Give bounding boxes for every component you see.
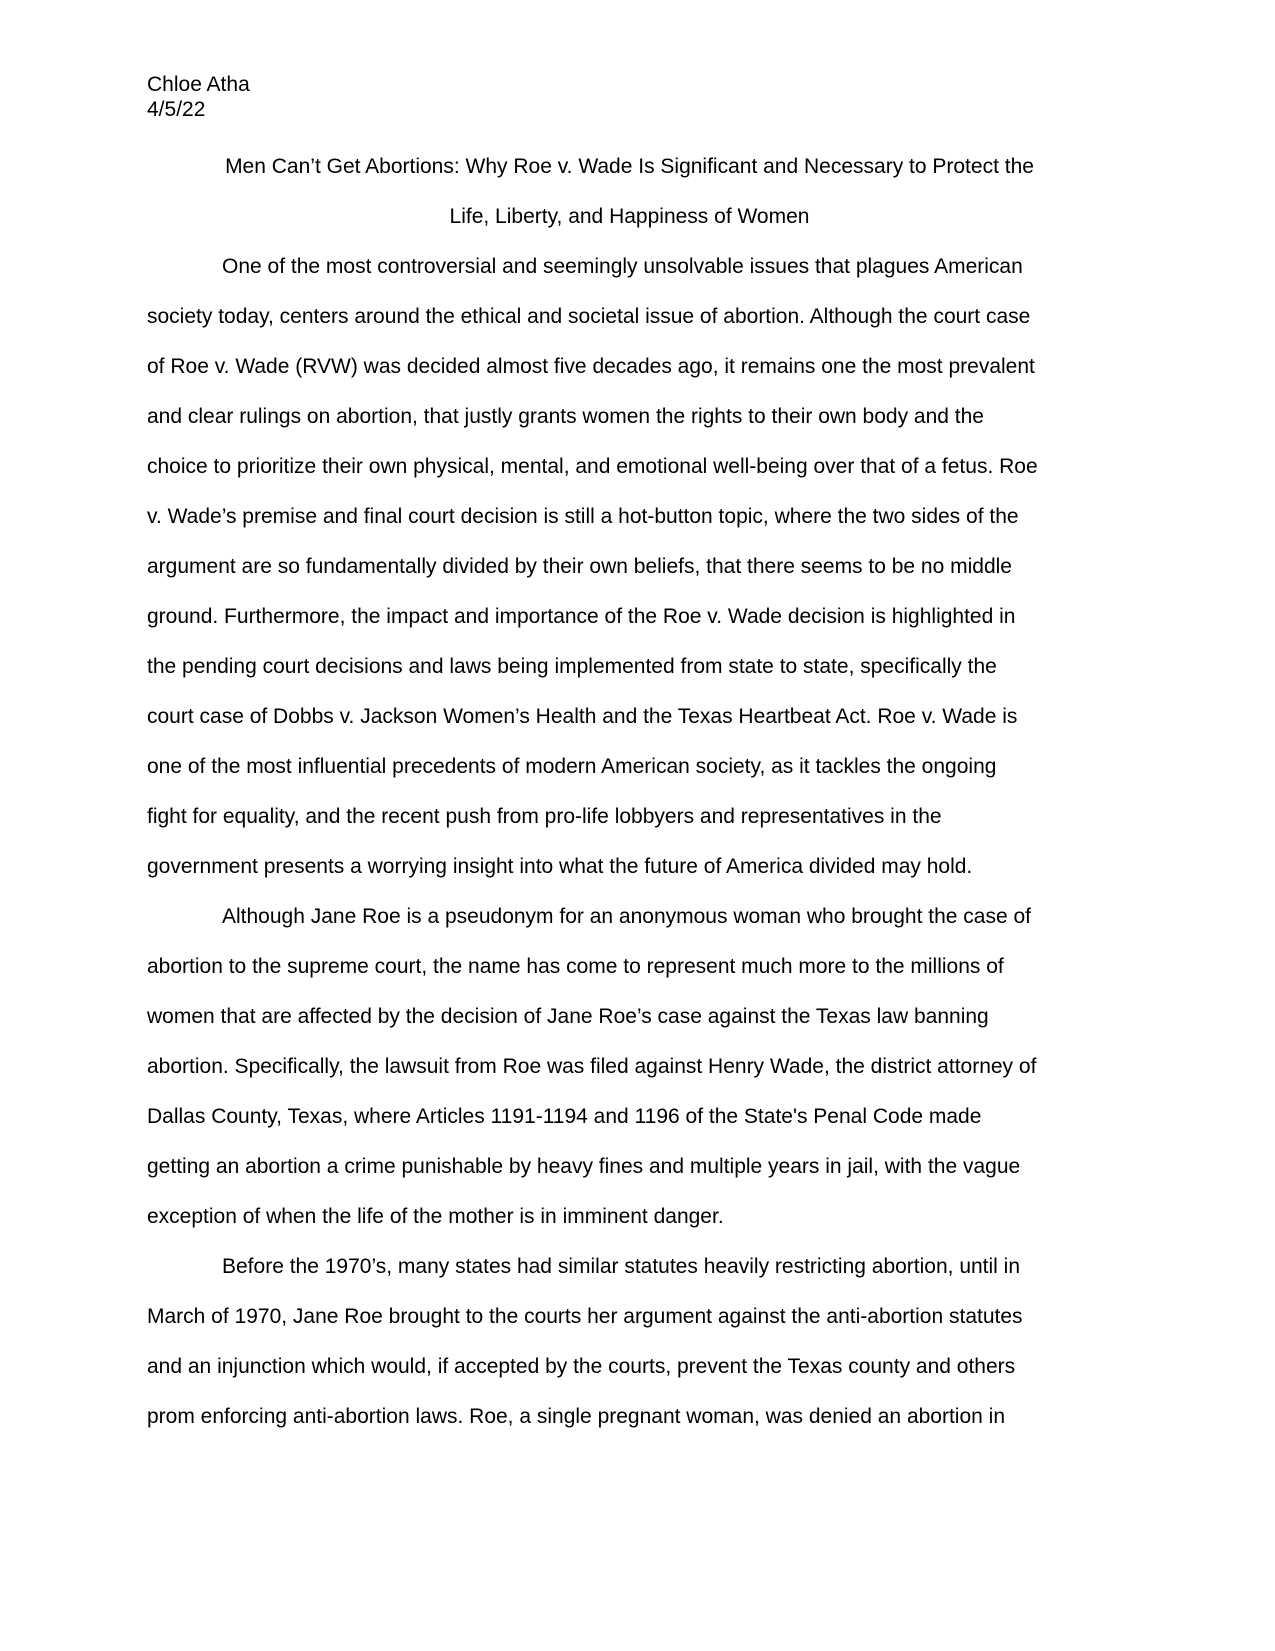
paragraph-3-line: and an injunction which would, if accepted by the courts, prevent the Texas county and others (147, 1355, 1016, 1378)
paragraph-2-line: getting an abortion a crime punishable by heavy fines and multiple years in jail, with the vague (147, 1155, 1021, 1178)
paragraph-1-line: government presents a worrying insight into what the future of America divided may hold. (147, 855, 973, 878)
paragraph-1-line: one of the most influential precedents of modern American society, as it tackles the ongoing (147, 755, 997, 778)
paragraph-1-line: One of the most controversial and seemingly unsolvable issues that plagues American (222, 255, 1023, 278)
title-line-2: Life, Liberty, and Happiness of Women (449, 205, 810, 228)
paragraph-2-line: exception of when the life of the mother is in imminent danger. (147, 1205, 724, 1228)
paragraph-1-line: choice to prioritize their own physical, mental, and emotional well-being over that of a fetus. Roe (147, 455, 1038, 478)
paragraph-3-line: March of 1970, Jane Roe brought to the courts her argument against the anti-abortion statutes (147, 1305, 1023, 1328)
paragraph-1-line: ground. Furthermore, the impact and importance of the Roe v. Wade decision is highlighted in (147, 605, 1016, 628)
paragraph-2-line: women that are affected by the decision of Jane Roe’s case against the Texas law banning (147, 1005, 989, 1028)
document-body (147, 242, 1112, 1442)
paragraph-1-line: v. Wade’s premise and final court decision is still a hot-button topic, where the two sides of the (147, 505, 1019, 528)
paragraph-1-line: court case of Dobbs v. Jackson Women’s Health and the Texas Heartbeat Act. Roe v. Wade is (147, 705, 1018, 728)
author-name: Chloe Atha (147, 73, 250, 96)
paragraph-2-line: abortion. Specifically, the lawsuit from Roe was filed against Henry Wade, the district attorney of (147, 1055, 1037, 1078)
paragraph-1-line: of Roe v. Wade (RVW) was decided almost five decades ago, it remains one the most prevalent (147, 355, 1035, 378)
paragraph-3-line: prom enforcing anti-abortion laws. Roe, a single pregnant woman, was denied an abortion in (147, 1405, 1006, 1428)
paragraph-1-line: the pending court decisions and laws being implemented from state to state, specifically the (147, 655, 997, 678)
paragraph-2-line: abortion to the supreme court, the name has come to represent much more to the millions of (147, 955, 1004, 978)
document-header (147, 72, 250, 122)
document-date: 4/5/22 (147, 98, 206, 121)
title-line-1: Men Can’t Get Abortions: Why Roe v. Wade Is Significant and Necessary to Protect the (225, 155, 1034, 178)
paragraph-1-line: society today, centers around the ethical and societal issue of abortion. Although the court case (147, 305, 1031, 328)
paragraph-2-line: Although Jane Roe is a pseudonym for an anonymous woman who brought the case of (222, 905, 1032, 928)
paragraph-1-line: argument are so fundamentally divided by their own beliefs, that there seems to be no middle (147, 555, 1012, 578)
paragraph-1-line: fight for equality, and the recent push from pro-life lobbyers and representatives in the (147, 805, 942, 828)
paragraph-3-line: Before the 1970’s, many states had similar statutes heavily restricting abortion, until in (222, 1255, 1021, 1278)
paragraph-1-line: and clear rulings on abortion, that justly grants women the rights to their own body and the (147, 405, 984, 428)
document-title (147, 142, 1112, 242)
paragraph-2-line: Dallas County, Texas, where Articles 1191-1194 and 1196 of the State's Penal Code made (147, 1105, 982, 1128)
